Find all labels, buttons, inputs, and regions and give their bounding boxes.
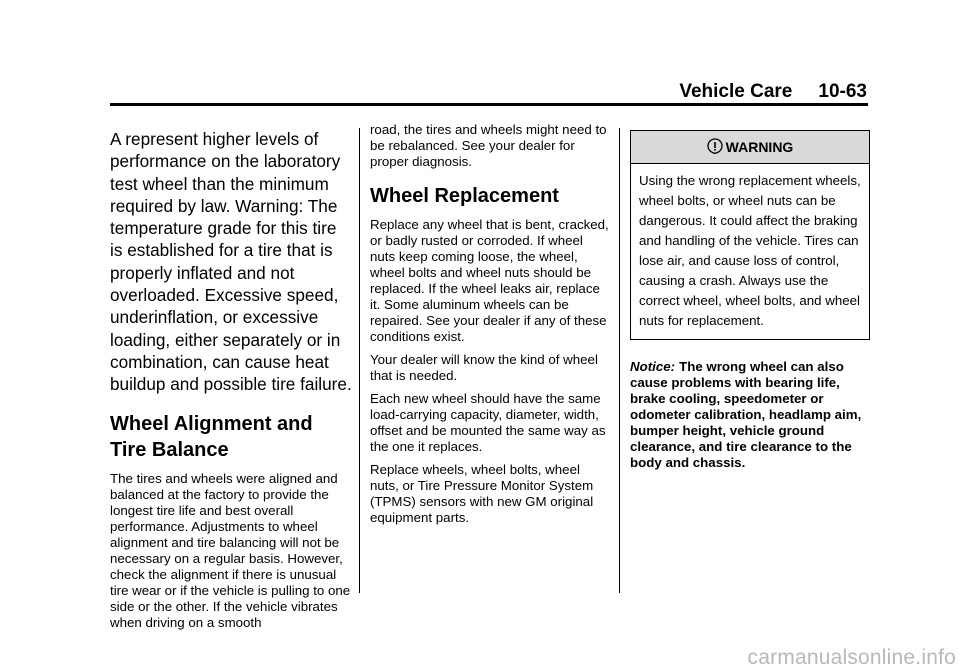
heading-wheel-replacement: Wheel Replacement <box>370 185 559 207</box>
column-2 <box>370 122 610 533</box>
replacement-paragraph-3: Each new wheel should have the same load-carrying capacity, diameter, width, offset and be mounted the same way as the one it replaces. <box>370 391 606 454</box>
continuation-paragraph: road, the tires and wheels might need to be rebalanced. See your dealer for proper diagnosis. <box>370 122 607 169</box>
header-rule <box>110 103 868 106</box>
page-header <box>679 81 867 103</box>
replacement-paragraph-1: Replace any wheel that is bent, cracked, or badly rusted or corroded. If wheel nuts keep coming loose, the wheel, wheel bolts and wheel nuts should be replaced. If the wheel leaks air, replace it. Some aluminum wheels can be repaired. See your dealer if any of these conditions exist. <box>370 217 609 344</box>
watermark: carmanualsonline.info <box>747 646 956 669</box>
warning-title: WARNING <box>725 139 794 155</box>
notice-block <box>630 359 870 471</box>
notice-label: Notice: <box>630 359 676 374</box>
column-3 <box>630 122 870 471</box>
page-number: 10-63 <box>818 81 867 102</box>
replacement-paragraph-4: Replace wheels, wheel bolts, wheel nuts, or Tire Pressure Monitor System (TPMS) sensors with new GM original equipment parts. <box>370 462 594 525</box>
notice-text: The wrong wheel can also cause problems with bearing life, brake cooling, speedometer or odometer calibration, headlamp aim, bumper height, vehicle ground clearance, and tire clearance to the body and chassis. <box>630 359 862 470</box>
lead-paragraph: A represent higher levels of performance on the laboratory test wheel than the minimum required by law. Warning: The temperature grade for this tire is established for a tire that is properly inflated and not overloaded. Excessive speed, underinflation, or excessive loading, either separately or in combination, can cause heat buildup and possible tire failure. <box>110 129 352 395</box>
alignment-paragraph: The tires and wheels were aligned and balanced at the factory to provide the longest tire life and best overall performance. Adjustments to wheel alignment and tire balancing will not be necessary on a regular basis. However, check the alignment if there is unusual tire wear or if the vehicle is pulling to one side or the other. If the vehicle vibrates when driving on a smooth <box>110 470 351 630</box>
warning-text: Using the wrong replacement wheels, wheel bolts, or wheel nuts can be dangerous. It could affect the braking and handling of the vehicle. Tires can lose air, and cause loss of control, causing a crash. Always use the correct wheel, wheel bolts, and wheel nuts for replacement. <box>639 173 861 328</box>
column-divider-2 <box>619 128 620 593</box>
warning-icon <box>707 138 723 157</box>
warning-box <box>630 130 870 340</box>
section-title: Vehicle Care <box>679 81 793 102</box>
replacement-paragraph-2: Your dealer will know the kind of wheel that is needed. <box>370 352 598 383</box>
warning-header <box>631 131 869 164</box>
column-1 <box>110 122 352 638</box>
column-divider-1 <box>359 128 360 593</box>
heading-wheel-alignment: Wheel Alignment and Tire Balance <box>110 412 313 461</box>
